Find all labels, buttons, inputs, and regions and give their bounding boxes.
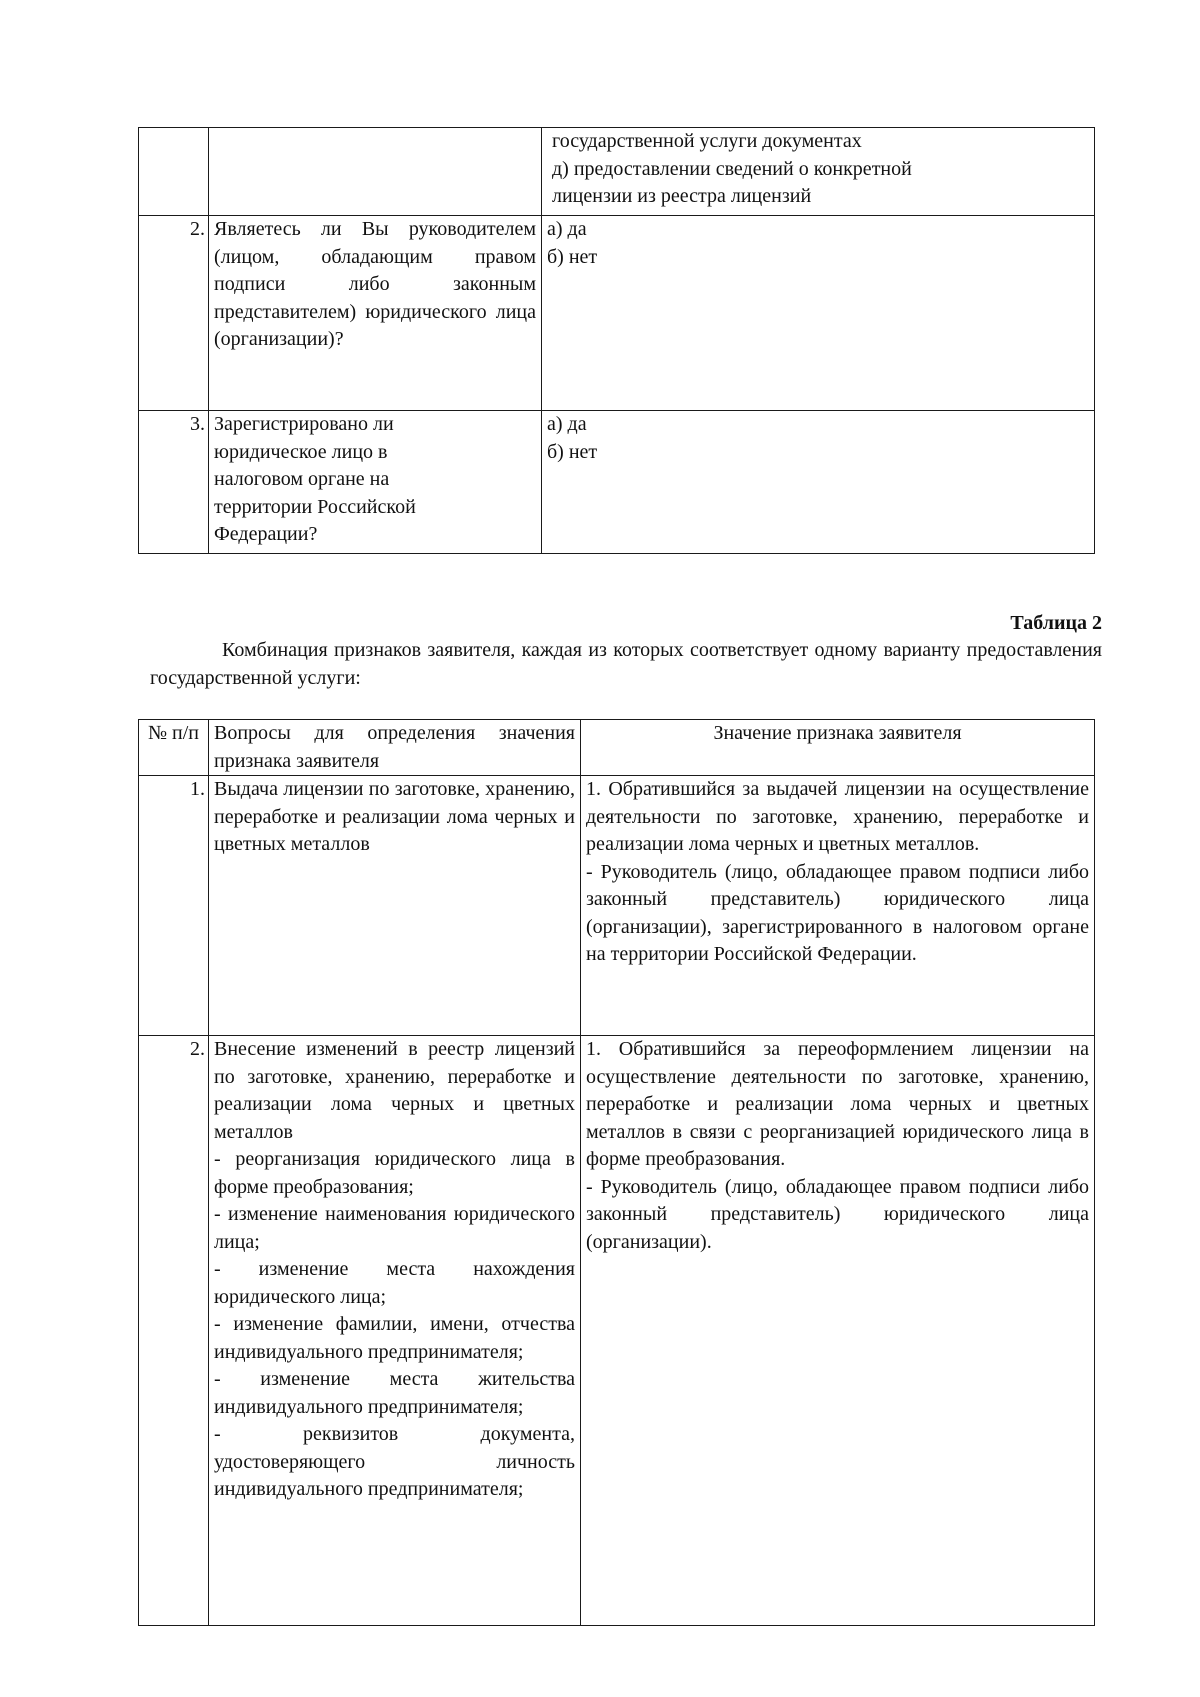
question-cell: Являетесь ли Вы руководителем (лицом, обладающим правом подписи либо законным представителем) юридического лица (организации)? — [209, 216, 542, 411]
question-cell — [209, 411, 542, 554]
question-line: юридическое лицо в — [214, 440, 388, 463]
table-2-intro: Комбинация признаков заявителя, каждая из которых соответствует одному варианту предоставления государственной услуги: — [150, 639, 1102, 689]
row-number: 2. — [139, 216, 209, 411]
question-line: Зарегистрировано ли — [214, 413, 394, 435]
value-cell — [581, 776, 1095, 1036]
value-cell — [581, 1036, 1095, 1626]
table-2-heading: Таблица 2 — [1010, 612, 1102, 634]
questions-table-continued — [138, 127, 1095, 554]
question-paragraph: - изменение наименования юридического лица; — [214, 1203, 575, 1253]
question-line: налоговом органе на — [214, 468, 390, 490]
column-header-number: № п/п — [139, 720, 209, 776]
row-number: 3. — [139, 411, 209, 554]
question-paragraph: - изменение фамилии, имени, отчества индивидуального предпринимателя; — [214, 1313, 575, 1363]
applicant-attributes-table — [138, 719, 1095, 1626]
question-paragraph: - реорганизация юридического лица в форме преобразования; — [214, 1148, 575, 1198]
answer-option: б) нет — [547, 245, 598, 268]
value-paragraph: - Руководитель (лицо, обладающее правом подписи либо законный представитель) юридического лица (организации), зарегистрированного в налоговом органе на территории Российской Федерации. — [586, 860, 1089, 965]
question-cell — [209, 128, 542, 216]
answer-option: а) да — [547, 218, 587, 240]
question-cell — [209, 1036, 581, 1626]
table-header-row — [139, 720, 1095, 776]
answer-cell — [542, 411, 1095, 554]
question-cell: Выдача лицензии по заготовке, хранению, переработке и реализации лома черных и цветных металлов — [209, 776, 581, 1036]
table-row — [139, 411, 1095, 554]
question-line: территории Российской — [214, 495, 416, 518]
answer-option: б) нет — [547, 440, 598, 463]
question-paragraph: - изменение места нахождения юридического лица; — [214, 1258, 575, 1308]
value-paragraph: 1. Обратившийся за выдачей лицензии на осуществление деятельности по заготовке, хранению, переработке и реализации лома черных и цветных металлов. — [586, 778, 1089, 855]
column-header-value: Значение признака заявителя — [581, 720, 1095, 776]
row-number: 1. — [139, 776, 209, 1036]
column-header-question: Вопросы для определения значения признака заявителя — [209, 720, 581, 776]
table-row — [139, 1036, 1095, 1626]
answer-line: д) предоставлении сведений о конкретной — [552, 157, 912, 180]
answer-cell — [542, 128, 1095, 216]
answer-line: лицензии из реестра лицензий — [552, 185, 812, 207]
question-line: Федерации? — [214, 523, 318, 545]
table-row — [139, 128, 1095, 216]
question-paragraph: Внесение изменений в реестр лицензий по заготовке, хранению, переработке и реализации лома черных и цветных металлов — [214, 1038, 575, 1143]
table-row — [139, 216, 1095, 411]
table-row — [139, 776, 1095, 1036]
row-number: 2. — [139, 1036, 209, 1626]
value-paragraph: - Руководитель (лицо, обладающее правом подписи либо законный представитель) юридического лица (организации). — [586, 1175, 1089, 1253]
value-paragraph: 1. Обратившийся за переоформлением лицензии на осуществление деятельности по заготовке, хранению, переработке и реализации лома черных и цветных металлов в связи с реорганизацией юридического лица в форме преобразования. — [586, 1038, 1089, 1170]
answer-line: государственной услуги документах — [552, 130, 862, 152]
question-paragraph: - реквизитов документа, удостоверяющего личность индивидуального предпринимателя; — [214, 1423, 575, 1500]
question-paragraph: - изменение места жительства индивидуального предпринимателя; — [214, 1368, 575, 1418]
row-number — [139, 128, 209, 216]
answer-cell — [542, 216, 1095, 411]
answer-option: а) да — [547, 413, 587, 435]
